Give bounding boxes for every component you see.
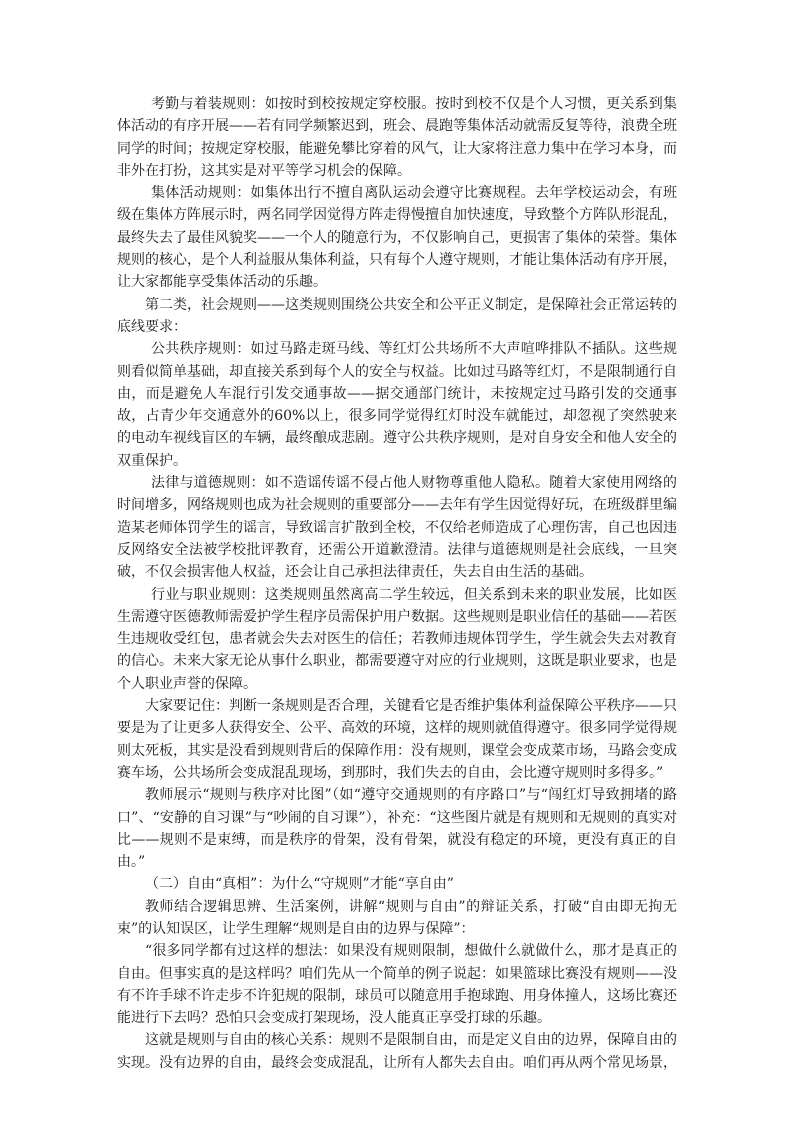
paragraph-collective-activity-rules: 集体活动规则：如集体出行不擅自离队运动会遵守比赛规程。去年学校运动会，有班级在集体方阵展示时，两名同学因觉得方阵走得慢擅自加快速度，导致整个方阵队形混乱，最终失去了最佳风貌奖——一个人的随意行为，不仅影响自己，更损害了集体的荣誉。集体规则的核心，是个人利益服从集体利益，只有每个人遵守规则，才能让集体活动有序开展，让大家都能享受集体活动的乐趣。 (117, 185, 677, 291)
paragraph-attendance-dress-rules: 考勤与着装规则：如按时到校按规定穿校服。按时到校不仅是个人习惯，更关系到集体活动的有序开展——若有同学频繁迟到，班会、晨跑等集体活动就需反复等待，浪费全班同学的时间；按规定穿校服，能避免攀比穿着的风气，让大家将注意力集中在学习本身，而非外在打扮，这其实是对平等学习机会的保障。 (117, 96, 677, 179)
document-body (117, 93, 677, 1074)
paragraph-basketball-example: “很多同学都有过这样的想法：如果没有规则限制，想做什么就做什么，那才是真正的自由。但事实真的是这样吗？咱们先从一个简单的例子说起：如果篮球比赛没有规则——没有不许手球不许走步不许犯规的限制，球员可以随意用手抱球跑、用身体撞人，这场比赛还能进行下去吗？恐怕只会变成打架现场，没人能真正享受打球的乐趣。 (117, 943, 677, 1027)
paragraph-public-order-rules: 公共秩序规则：如过马路走斑马线、等红灯公共场所不大声喧哗排队不插队。这些规则看似简单基础，却直接关系到每个人的安全与权益。比如过马路等红灯，不是限制通行自由，而是避免人车混行引发交通事故——据交通部门统计，未按规定过马路引发的交通事故，占青少年交通意外的60%以上，很多同学觉得红灯时没车就能过，却忽视了突然驶来的电动车视线盲区的车辆，最终酿成悲剧。遵守公共秩序规则，是对自身安全和他人安全的双重保护。 (117, 341, 677, 469)
paragraph-law-morality-rules: 法律与道德规则：如不造谣传谣不侵占他人财物尊重他人隐私。随着大家使用网络的时间增多，网络规则也成为社会规则的重要部分——去年有学生因觉得好玩，在班级群里编造某老师体罚学生的谣言，导致谣言扩散到全校，不仅给老师造成了心理伤害，自己也因违反网络安全法被学校批评教育，还需公开道歉澄清。法律与道德规则是社会底线，一旦突破，不仅会损害他人权益，还会让自己承担法律责任，失去自由生活的基础。 (117, 475, 677, 581)
paragraph-professional-rules: 行业与职业规则：这类规则虽然离高二学生较远，但关系到未来的职业发展，比如医生需遵守医德教师需爱护学生程序员需保护用户数据。这些规则是职业信任的基础——若医生违规收受红包，患者就会失去对医生的信任；若教师违规体罚学生，学生就会失去对教育的信心。未来大家无论从事什么职业，都需要遵守对应的行业规则，这既是职业要求，也是个人职业声誉的保障。 (117, 586, 677, 692)
paragraph-teacher-comparison-chart: 教师展示“规则与秩序对比图”（如“遵守交通规则的有序路口”与“闯红灯导致拥堵的路口”、“安静的自习课”与“吵闹的自习课”），补充：“这些图片就是有规则和无规则的真实对比——规则不是束缚，而是秩序的骨架，没有骨架，就没有稳定的环境，更没有真正的自由。” (117, 787, 677, 871)
section-heading-freedom-truth: （二）自由“真相”：为什么“守规则”才能“享自由” (145, 876, 454, 893)
paragraph-social-rules-intro: 第二类，社会规则——这类规则围绕公共安全和公平正义制定，是保障社会正常运转的底线要求： (117, 296, 677, 335)
paragraph-core-relationship: 这就是规则与自由的核心关系：规则不是限制自由，而是定义自由的边界，保障自由的实现。没有边界的自由，最终会变成混乱，让所有人都失去自由。咱们再从两个常见场景， (117, 1032, 677, 1071)
paragraph-remember: 大家要记住：判断一条规则是否合理，关键看它是否维护集体利益保障公平秩序——只要是为了让更多人获得安全、公平、高效的环境，这样的规则就值得遵守。很多同学觉得规则太死板，其实是没看到规则背后的保障作用：没有规则，课堂会变成菜市场，马路会变成赛车场，公共场所会变成混乱现场，到那时，我们失去的自由，会比遵守规则时多得多。” (117, 698, 677, 781)
paragraph-teacher-logic: 教师结合逻辑思辨、生活案例，讲解“规则与自由”的辩证关系，打破“自由即无拘无束”的认知误区，让学生理解“规则是自由的边界与保障”： (117, 898, 677, 937)
